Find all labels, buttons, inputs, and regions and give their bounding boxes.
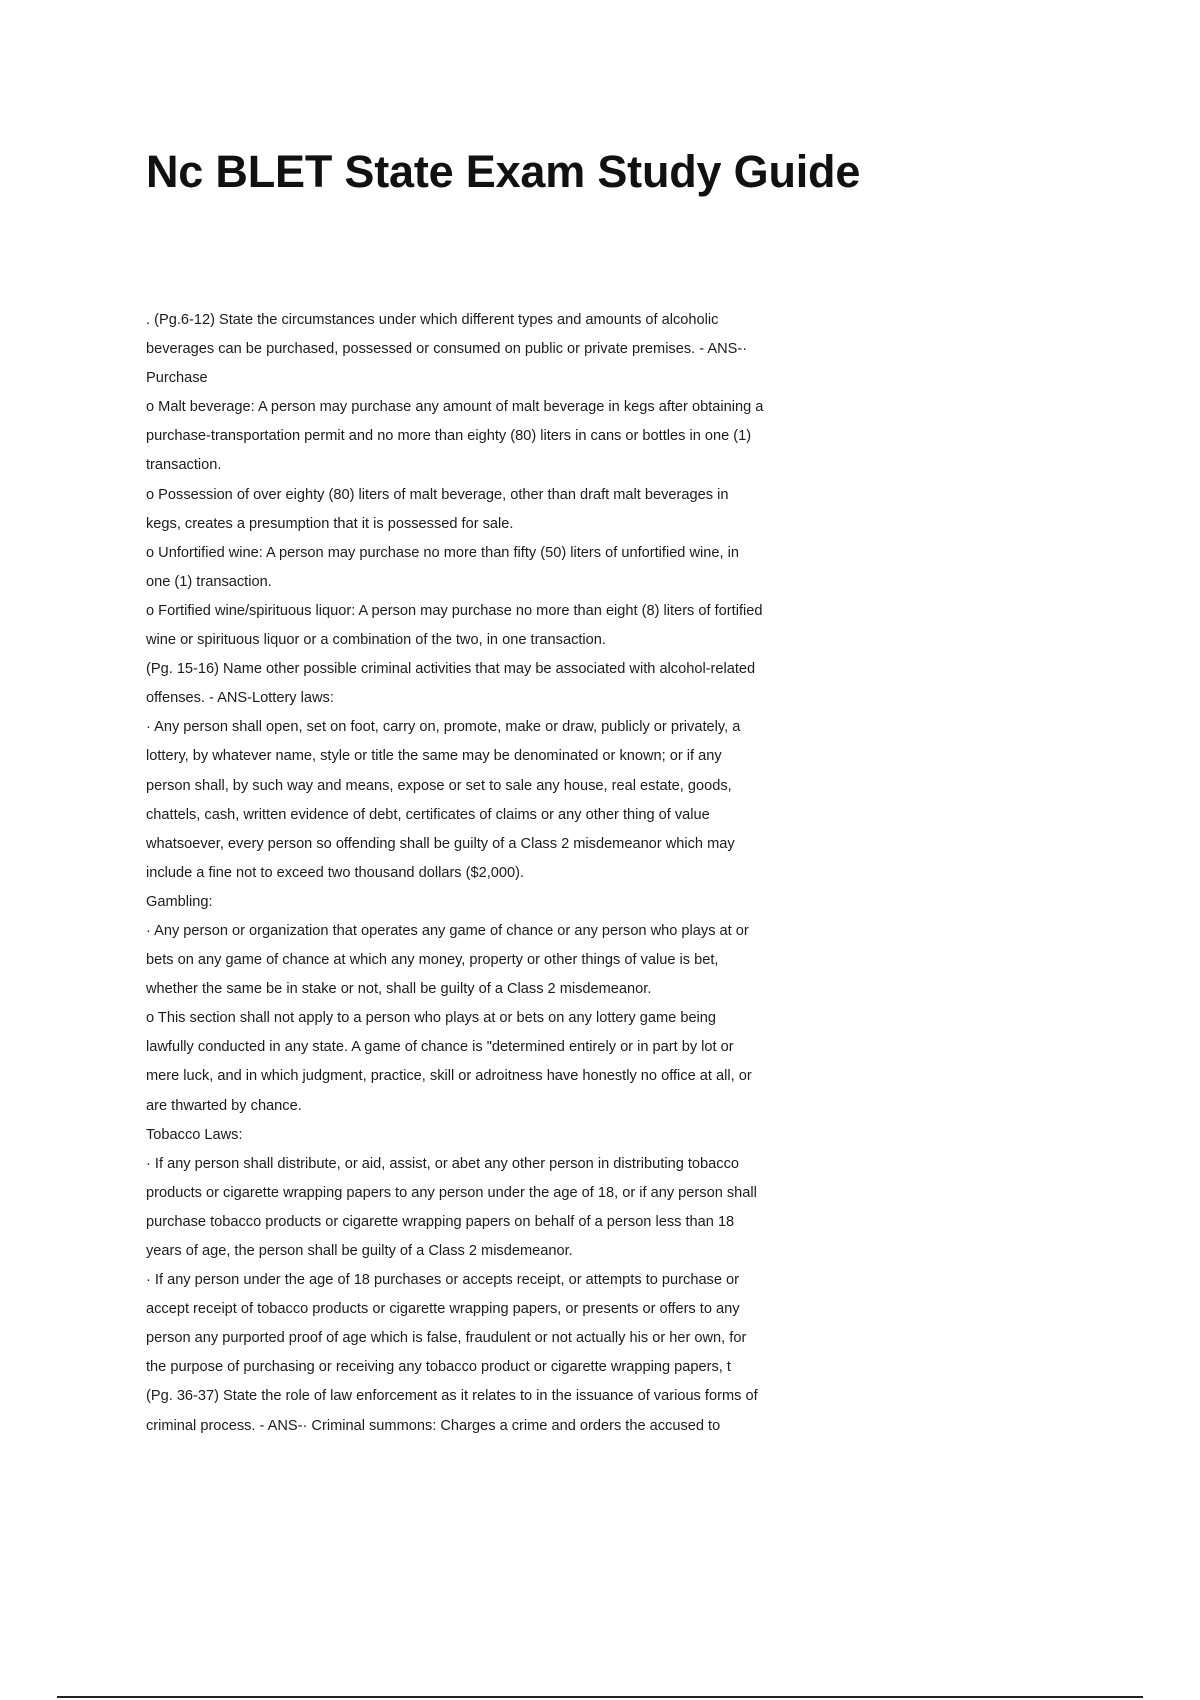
- text-line: Gambling:: [146, 893, 213, 910]
- text-line: include a fine not to exceed two thousand dollars ($2,000).: [146, 864, 525, 881]
- text-line: purchase-transportation permit and no more than eighty (80) liters in cans or bottles in one (1): [146, 428, 752, 445]
- text-line: years of age, the person shall be guilty of a Class 2 misdemeanor.: [146, 1243, 573, 1259]
- text-line: lawfully conducted in any state. A game of chance is "determined entirely or in part by lot or: [146, 1039, 734, 1056]
- text-line: (Pg. 36-37) State the role of law enforcement as it relates to in the issuance of various forms of: [146, 1388, 758, 1405]
- text-line: chattels, cash, written evidence of debt, certificates of claims or any other thing of value: [146, 806, 710, 823]
- text-line: person shall, by such way and means, expose or set to sale any house, real estate, goods,: [146, 777, 732, 794]
- text-line: products or cigarette wrapping papers to any person under the age of 18, or if any person shall: [146, 1184, 757, 1201]
- text-line: whether the same be in stake or not, shall be guilty of a Class 2 misdemeanor.: [146, 981, 652, 998]
- text-line: · If any person shall distribute, or aid, assist, or abet any other person in distributing tobacco: [146, 1155, 739, 1172]
- text-line: accept receipt of tobacco products or cigarette wrapping papers, or presents or offers to any: [146, 1301, 740, 1318]
- text-line: transaction.: [146, 457, 222, 474]
- text-line: . (Pg.6-12) State the circumstances under which different types and amounts of alcoholic: [146, 312, 719, 328]
- footer-divider: [57, 1696, 1143, 1698]
- text-line: wine or spirituous liquor or a combination of the two, in one transaction.: [146, 632, 606, 649]
- text-line: o This section shall not apply to a person who plays at or bets on any lottery game being: [146, 1010, 717, 1027]
- text-line: offenses. - ANS-Lottery laws:: [146, 690, 334, 707]
- text-line: the purpose of purchasing or receiving any tobacco product or cigarette wrapping papers, t: [146, 1359, 731, 1376]
- document-body: [146, 306, 1106, 1441]
- text-line: · Any person shall open, set on foot, carry on, promote, make or draw, publicly or privately, a: [146, 719, 741, 736]
- text-line: o Possession of over eighty (80) liters of malt beverage, other than draft malt beverages in: [146, 486, 729, 503]
- text-line: kegs, creates a presumption that it is possessed for sale.: [146, 515, 514, 532]
- text-line: person any purported proof of age which is false, fraudulent or not actually his or her own, for: [146, 1330, 747, 1347]
- text-line: o Unfortified wine: A person may purchase no more than fifty (50) liters of unfortified wine, in: [146, 544, 739, 561]
- text-line: o Malt beverage: A person may purchase any amount of malt beverage in kegs after obtaining a: [146, 399, 764, 416]
- text-line: purchase tobacco products or cigarette wrapping papers on behalf of a person less than 18: [146, 1213, 735, 1230]
- text-line: whatsoever, every person so offending shall be guilty of a Class 2 misdemeanor which may: [146, 835, 735, 852]
- text-line: Purchase: [146, 370, 208, 387]
- text-line: mere luck, and in which judgment, practice, skill or adroitness have honestly no office at all, or: [146, 1068, 752, 1085]
- text-line: are thwarted by chance.: [146, 1097, 302, 1114]
- text-line: (Pg. 15-16) Name other possible criminal activities that may be associated with alcohol-related: [146, 661, 756, 678]
- text-line: bets on any game of chance at which any money, property or other things of value is bet,: [146, 952, 719, 969]
- text-line: one (1) transaction.: [146, 573, 272, 590]
- page-title: Nc BLET State Exam Study Guide: [146, 146, 861, 197]
- text-line: Tobacco Laws:: [146, 1126, 243, 1143]
- text-line: · If any person under the age of 18 purchases or accepts receipt, or attempts to purchase or: [146, 1272, 739, 1289]
- text-line: beverages can be purchased, possessed or consumed on public or private premises. - ANS-·: [146, 341, 748, 358]
- text-line: · Any person or organization that operates any game of chance or any person who plays at or: [146, 922, 749, 939]
- text-line: lottery, by whatever name, style or title the same may be denominated or known; or if any: [146, 748, 722, 765]
- text-line: o Fortified wine/spirituous liquor: A person may purchase no more than eight (8) liters of fortified: [146, 602, 763, 619]
- text-line: criminal process. - ANS-· Criminal summons: Charges a crime and orders the accused to: [146, 1417, 721, 1434]
